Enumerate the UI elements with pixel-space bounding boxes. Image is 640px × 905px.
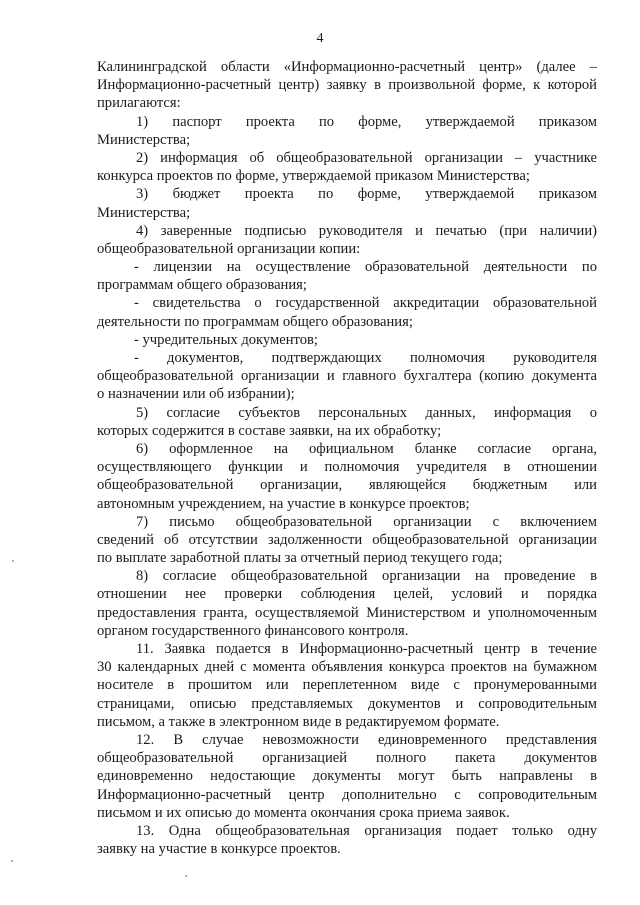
scan-speck <box>11 860 13 862</box>
text-line: Информационно-расчетный центр дополнительно с сопроводительным <box>97 786 597 803</box>
text-line: заявку на участие в конкурсе проектов. <box>97 841 341 858</box>
text-line: 12. В случае невозможности единовременного представления <box>136 731 597 748</box>
text-line: единовременно недостающие документы могут быть направлены в <box>97 768 597 785</box>
text-line: программам общего образования; <box>97 277 307 294</box>
text-line: носителе в прошитом или переплетенном виде с пронумерованными <box>97 677 597 694</box>
page-number: 4 <box>316 31 324 46</box>
text-line: 30 календарных дней с момента объявления конкурса проектов на бумажном <box>97 659 597 676</box>
document-body <box>97 58 597 858</box>
text-line: письмом и их описью до момента окончания срока приема заявок. <box>97 804 510 821</box>
text-line: Министерства; <box>97 204 191 221</box>
text-line: 1) паспорт проекта по форме, утверждаемой приказом <box>136 113 597 130</box>
text-line: 4) заверенные подписью руководителя и печатью (при наличии) <box>136 222 597 239</box>
text-line: 11. Заявка подается в Информационно-расчетный центр в течение <box>136 641 597 657</box>
scan-speck <box>185 875 187 877</box>
text-line: 8) согласие общеобразовательной организации на проведение в <box>136 568 597 585</box>
text-line: общеобразовательной организации и главного бухгалтера (копию документа <box>97 368 597 385</box>
text-line: страницами, описью представляемых документов и сопроводительным <box>97 695 597 712</box>
text-line: отношении нее проверки соблюдения целей, условий и порядка <box>97 586 597 603</box>
text-line: сведений об отсутствии задолженности общеобразовательной организации <box>97 531 597 548</box>
text-line: автономным учреждением, на участие в конкурсе проектов; <box>97 495 470 512</box>
text-line: предоставления гранта, осуществляемой Министерством и уполномоченным <box>97 604 597 621</box>
text-line: которых содержится в составе заявки, на их обработку; <box>97 422 442 439</box>
text-line: конкурса проектов по форме, утверждаемой приказом Министерства; <box>97 168 530 185</box>
text-line: Калининградской области «Информационно-расчетный центр» (далее – <box>97 59 597 75</box>
text-line: Министерства; <box>97 131 191 148</box>
text-line: 5) согласие субъектов персональных данных, информация о <box>136 404 597 421</box>
text-line: органом государственного финансового контроля. <box>97 622 409 639</box>
text-line: - учредительных документов; <box>134 331 318 348</box>
text-line: 3) бюджет проекта по форме, утверждаемой приказом <box>136 186 597 203</box>
text-line: - свидетельства о государственной аккредитации образовательной <box>134 295 597 312</box>
text-line: деятельности по программам общего образования; <box>97 313 413 330</box>
text-line: - лицензии на осуществление образовательной деятельности по <box>134 259 597 276</box>
text-line: общеобразовательной организации копии: <box>97 240 361 257</box>
text-line: 13. Одна общеобразовательная организация подает только одну <box>136 822 597 839</box>
text-line: - документов, подтверждающих полномочия руководителя <box>134 350 597 366</box>
scan-speck <box>12 560 14 562</box>
text-line: Информационно-расчетный центр) заявку в произвольной форме, к которой <box>97 77 597 94</box>
text-line: осуществляющего функции и полномочия учредителя в отношении <box>97 459 597 476</box>
text-line: письмом, а также в электронном виде в редактируемом формате. <box>97 713 500 730</box>
text-line: по выплате заработной платы за отчетный период текущего года; <box>97 550 503 567</box>
text-line: общеобразовательной организацией полного пакета документов <box>97 750 597 767</box>
text-line: 6) оформленное на официальном бланке согласие органа, <box>136 440 597 457</box>
text-line: общеобразовательной организации, являющейся бюджетным или <box>97 477 597 494</box>
text-line: 2) информация об общеобразовательной организации – участнике <box>136 149 597 166</box>
text-line: о назначении или об избрании); <box>97 386 295 403</box>
text-line: 7) письмо общеобразовательной организации с включением <box>136 513 597 530</box>
text-line: прилагаются: <box>97 95 181 112</box>
